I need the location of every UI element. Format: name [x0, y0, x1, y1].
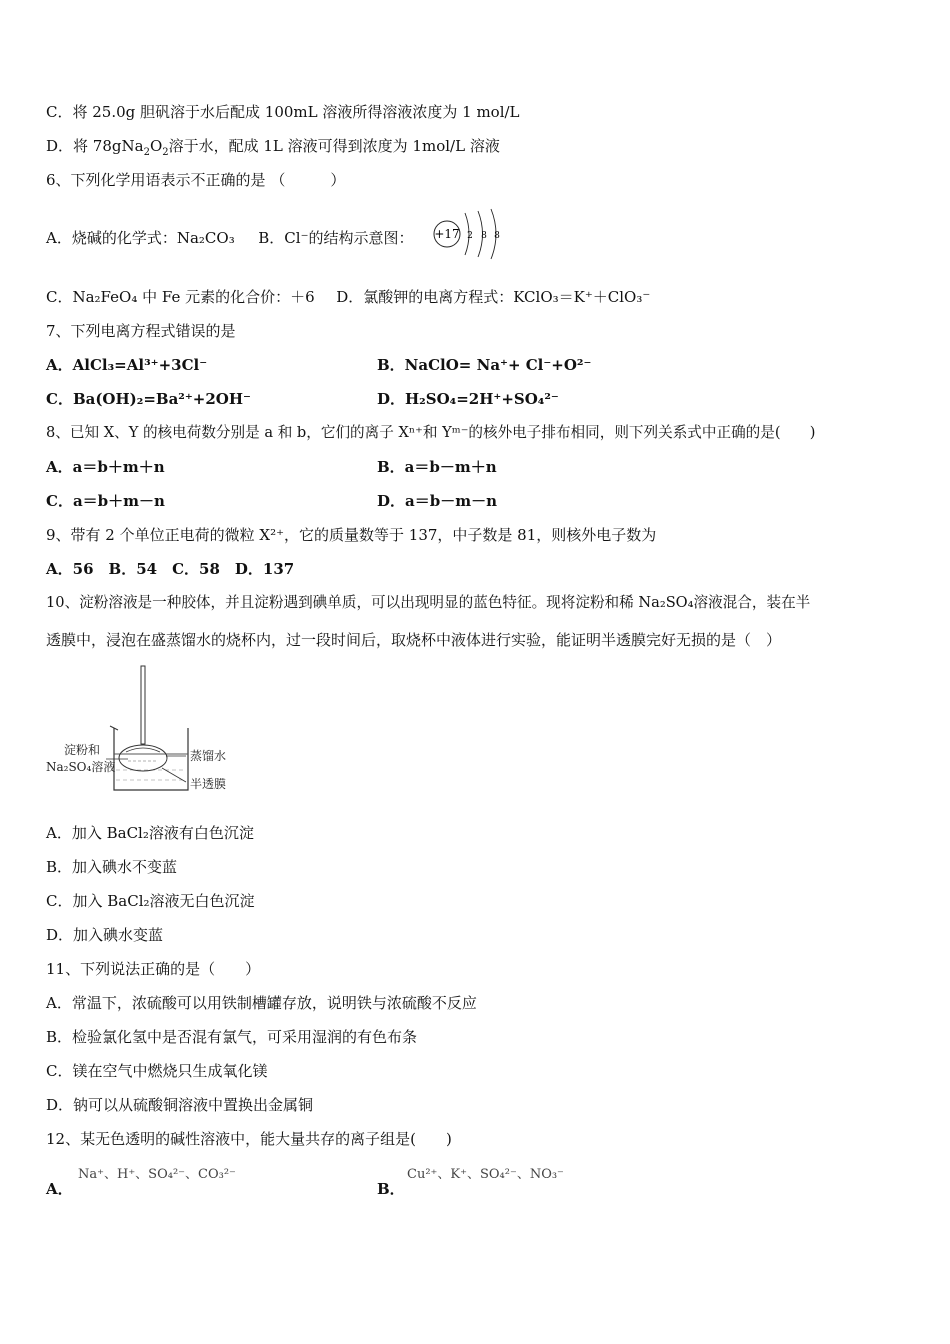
- q6-stem: 6、下列化学用语表示不正确的是 （ ）: [46, 171, 346, 189]
- q10-stem-line1: 10、淀粉溶液是一种胶体，并且淀粉遇到碘单质，可以出现明显的蓝色特征。现将淀粉和稀 Na₂SO₄溶液混合，装在半: [46, 594, 811, 611]
- q6-option-c-d: [46, 286, 650, 308]
- q7-option-a: A．AlCl₃=Al³⁺+3Cl⁻: [46, 356, 208, 374]
- q12-stem: 12、某无色透明的碱性溶液中，能大量共存的离子组是( ): [46, 1130, 452, 1148]
- q7-option-c: C．Ba(OH)₂=Ba²⁺+2OH⁻: [46, 390, 251, 408]
- q11-option-b: B．检验氯化氢中是否混有氯气，可采用湿润的有色布条: [46, 1028, 418, 1046]
- fig-label-starch: 淀粉和: [64, 743, 101, 757]
- q7-option-b: B．NaClO= Na⁺+ Cl⁻+O²⁻: [377, 356, 592, 374]
- q11-option-d: D．钠可以从硫酸铜溶液中置换出金属铜: [46, 1096, 314, 1114]
- q8-option-b: B．a＝b－m＋n: [377, 458, 497, 476]
- nucleus-charge: +17: [434, 227, 460, 241]
- cl-ion-structure-diagram: [428, 207, 508, 261]
- q12-option-b-ions: Cu²⁺、K⁺、SO₄²⁻、NO₃⁻: [407, 1167, 564, 1182]
- q7-stem: 7、下列电离方程式错误的是: [46, 322, 236, 340]
- shell-2-count: 8: [481, 231, 487, 241]
- q5-option-d: D．将 $78gNa_2O_2$溶于水，配成 1L 溶液可得到浓度为 1mol/L 溶液: [46, 137, 500, 158]
- fig-label-distilled-water: 蒸馏水: [190, 749, 227, 763]
- q6-option-d: D．氯酸钾的电离方程式：KClO₃＝K⁺＋ClO₃⁻: [336, 288, 651, 306]
- q6-option-a: A．烧碱的化学式：Na₂CO₃ B．Cl⁻的结构示意图：: [46, 229, 414, 247]
- shell-3-count: 8: [494, 231, 500, 241]
- shell-1-count: 2: [467, 231, 473, 241]
- q10-option-c: C．加入 BaCl₂溶液无白色沉淀: [46, 892, 255, 910]
- q11-option-c: C．镁在空气中燃烧只生成氧化镁: [46, 1062, 268, 1080]
- dialysis-beaker-figure: [44, 664, 244, 798]
- q5-option-c: C．将 25.0g 胆矾溶于水后配成 100mL 溶液所得溶液浓度为 1 mol/L: [46, 103, 520, 121]
- fig-label-na2so4: Na₂SO₄溶液: [46, 760, 116, 774]
- q11-option-a: A．常温下，浓硫酸可以用铁制槽罐存放，说明铁与浓硫酸不反应: [46, 994, 477, 1012]
- q12-option-a-ions: Na⁺、H⁺、SO₄²⁻、CO₃²⁻: [78, 1167, 236, 1182]
- q10-option-b: B．加入碘水不变蓝: [46, 858, 178, 876]
- q8-option-c: C．a＝b＋m－n: [46, 492, 165, 510]
- q10-option-a: A．加入 BaCl₂溶液有白色沉淀: [46, 824, 254, 842]
- q8-option-d: D．a＝b－m－n: [377, 492, 497, 510]
- q10-option-d: D．加入碘水变蓝: [46, 926, 164, 944]
- q6-option-b: B．Cl⁻的结构示意图：: [258, 229, 414, 247]
- q6-option-c: C．Na₂FeO₄ 中 Fe 元素的化合价：＋6: [46, 288, 315, 306]
- q7-option-d: D．H₂SO₄=2H⁺+SO₄²⁻: [377, 390, 559, 408]
- q9-stem: 9、带有 2 个单位正电荷的微粒 X²⁺，它的质量数等于 137，中子数是 81，则核外电子数为: [46, 526, 657, 544]
- q12-option-a-label: A．: [46, 1180, 73, 1198]
- q11-stem: 11、下列说法正确的是（ ）: [46, 960, 261, 978]
- q8-option-a: A．a＝b＋m＋n: [46, 458, 165, 476]
- q12-option-b-label: B．: [377, 1180, 405, 1198]
- fig-label-membrane: 半透膜: [190, 777, 227, 791]
- q10-stem-line2: 透膜中，浸泡在盛蒸馏水的烧杯内，过一段时间后，取烧杯中液体进行实验，能证明半透膜完好无损的是（ ）: [46, 631, 782, 649]
- q9-options: A．56 B．54 C．58 D．137: [46, 560, 295, 578]
- q8-stem: 8、已知 X、Y 的核电荷数分别是 a 和 b，它们的离子 Xⁿ⁺和 Yᵐ⁻的核外电子排布相同，则下列关系式中正确的是( ): [46, 424, 816, 441]
